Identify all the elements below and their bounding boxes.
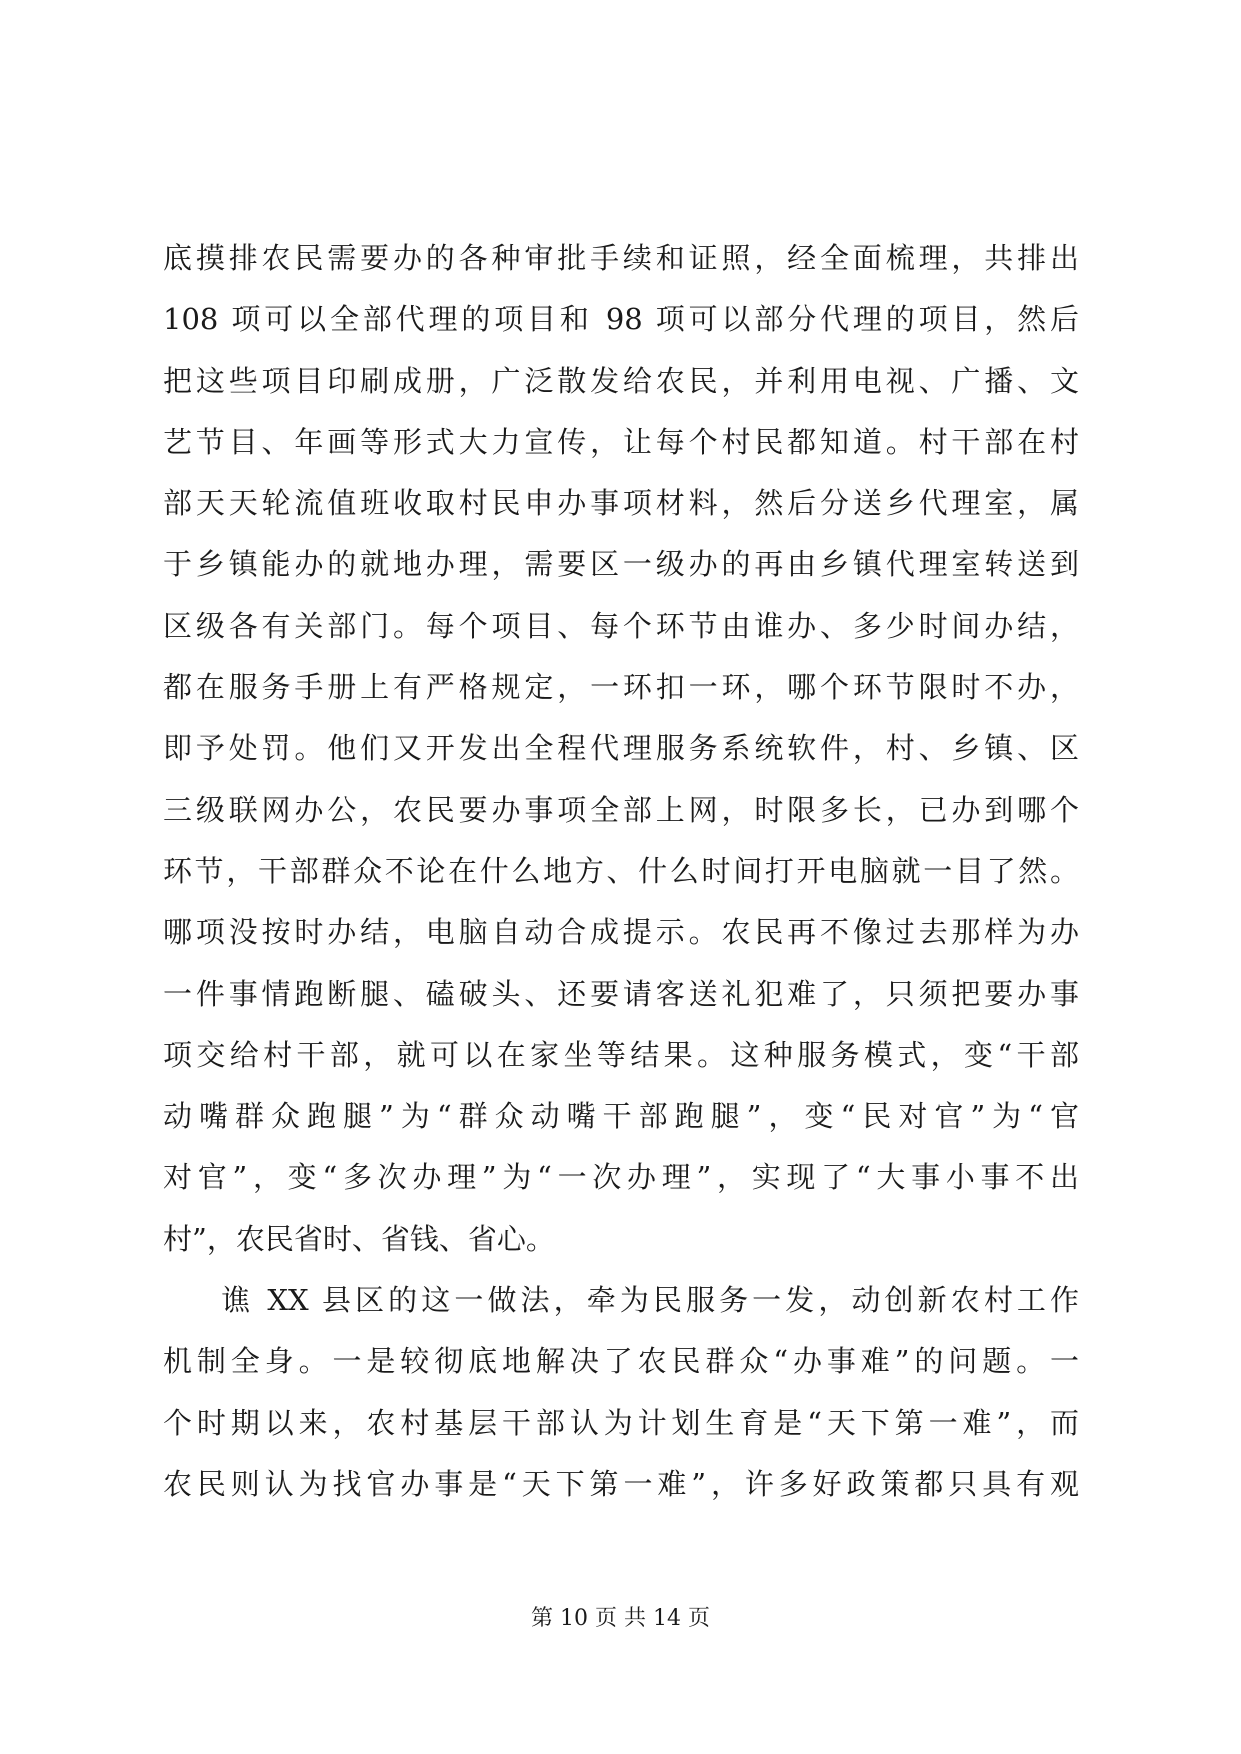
page-number: 第 10 页 共 14 页 xyxy=(531,1606,710,1631)
text-line: 艺节目、年画等形式大力宣传，让每个村民都知道。村干部在村 xyxy=(163,424,1079,459)
text-line: 项交给村干部，就可以在家坐等结果。这种服务模式，变“干部 xyxy=(163,1037,1079,1072)
text-line: 动嘴群众跑腿”为“群众动嘴干部跑腿”，变“民对官”为“官 xyxy=(163,1099,1079,1134)
paragraph-1 xyxy=(163,228,1079,1270)
text-line: 环节，干部群众不论在什么地方、什么时间打开电脑就一目了然。 xyxy=(163,853,1079,888)
paragraph-2 xyxy=(163,1270,1079,1515)
body-text xyxy=(163,228,1079,1515)
text-line: 对官”，变“多次办理”为“一次办理”，实现了“大事小事不出 xyxy=(163,1160,1079,1195)
text-line: 三级联网办公，农民要办事项全部上网，时限多长，已办到哪个 xyxy=(163,792,1079,827)
text-line: 机制全身。一是较彻底地解决了农民群众“办事难”的问题。一 xyxy=(163,1344,1079,1379)
text-line: 谯 XX 县区的这一做法，牵为民服务一发，动创新农村工作 xyxy=(221,1283,1079,1318)
text-line: 于乡镇能办的就地办理，需要区一级办的再由乡镇代理室转送到 xyxy=(163,547,1079,582)
text-line: 哪项没按时办结，电脑自动合成提示。农民再不像过去那样为办 xyxy=(163,915,1079,950)
text-line: 个时期以来，农村基层干部认为计划生育是“天下第一难”，而 xyxy=(163,1405,1079,1440)
text-line: 农民则认为找官办事是“天下第一难”，许多好政策都只具有观 xyxy=(163,1466,1079,1501)
text-line: 底摸排农民需要办的各种审批手续和证照，经全面梳理，共排出 xyxy=(163,241,1079,275)
text-line: 一件事情跑断腿、磕破头、还要请客送礼犯难了，只须把要办事 xyxy=(163,976,1079,1011)
text-line: 区级各有关部门。每个项目、每个环节由谁办、多少时间办结， xyxy=(163,608,1079,643)
text-line: 把这些项目印刷成册，广泛散发给农民，并利用电视、广播、文 xyxy=(163,363,1079,398)
text-line: 108 项可以全部代理的项目和 98 项可以部分代理的项目，然后 xyxy=(163,302,1079,337)
text-line: 都在服务手册上有严格规定，一环扣一环，哪个环节限时不办， xyxy=(163,670,1079,705)
text-line: 即予处罚。他们又开发出全程代理服务系统软件，村、乡镇、区 xyxy=(163,731,1079,766)
page-footer xyxy=(0,1604,1241,1634)
text-line: 村”，农民省时、省钱、省心。 xyxy=(163,1221,555,1256)
text-line: 部天天轮流值班收取村民申办事项材料，然后分送乡代理室，属 xyxy=(163,486,1079,521)
